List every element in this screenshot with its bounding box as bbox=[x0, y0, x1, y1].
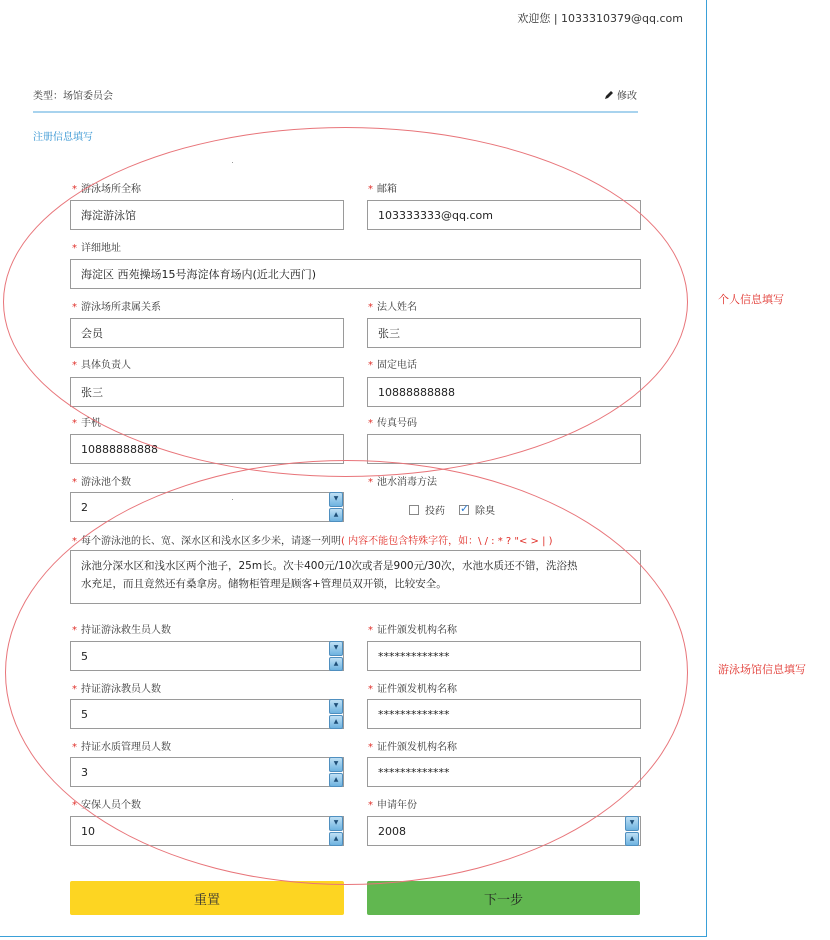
pool-desc-label: * 每个游泳池的长、宽、深水区和浅水区多少米，请逐一列明( 内容不能包含特殊字符，如：\ / : * ? "< > | ) bbox=[72, 536, 553, 547]
stepper-down-icon[interactable]: ▼ bbox=[329, 757, 343, 772]
legal-person-input[interactable]: 张三 bbox=[367, 318, 641, 348]
cert-org-1-label: * 证件颁发机构名称 bbox=[368, 625, 457, 636]
pool-count-stepper[interactable] bbox=[329, 492, 343, 522]
venue-name-input[interactable]: 海淀游泳馆 bbox=[70, 200, 344, 230]
responsible-input[interactable]: 张三 bbox=[70, 377, 344, 407]
pool-count-label: * 游泳池个数 bbox=[72, 477, 131, 488]
instructors-label: * 持证游泳教员人数 bbox=[72, 684, 161, 695]
stepper-up-icon[interactable]: ▲ bbox=[625, 832, 639, 847]
phone-label: * 固定电话 bbox=[368, 360, 417, 371]
apply-year-stepper[interactable] bbox=[625, 816, 639, 846]
header-divider bbox=[33, 111, 638, 113]
cert-org-1-input[interactable]: ************* bbox=[367, 641, 641, 671]
stepper-down-icon[interactable]: ▼ bbox=[329, 816, 343, 831]
venue-type-label: 类型：场馆委员会 bbox=[33, 91, 113, 102]
water-managers-stepper[interactable] bbox=[329, 757, 343, 787]
affiliation-label: * 游泳场所隶属关系 bbox=[72, 302, 161, 313]
edit-label: 修改 bbox=[617, 91, 637, 102]
venue-info-annotation: 游泳场馆信息填写 bbox=[718, 663, 806, 676]
email-label: * 邮箱 bbox=[368, 184, 397, 195]
security-count-label: * 安保人员个数 bbox=[72, 800, 141, 811]
cert-org-3-label: * 证件颁发机构名称 bbox=[368, 742, 457, 753]
address-input[interactable]: 海淀区 西苑操场15号海淀体育场内(近北大西门) bbox=[70, 259, 641, 289]
disinfection-label: * 池水消毒方法 bbox=[368, 477, 437, 488]
stepper-down-icon[interactable]: ▼ bbox=[329, 492, 343, 507]
dosing-option-label: 投药 bbox=[425, 506, 445, 517]
pool-desc-line-1: 泳池分深水区和浅水区两个池子，25m长。次卡400元/10次或者是900元/30次，水池水质还不错，洗浴热 bbox=[81, 560, 578, 572]
special-char-warning: ( 内容不能包含特殊字符，如：\ / : * ? "< > | ) bbox=[341, 536, 553, 547]
pencil-icon bbox=[604, 90, 614, 100]
security-count-input[interactable]: 10 bbox=[70, 816, 344, 846]
stepper-down-icon[interactable]: ▼ bbox=[625, 816, 639, 831]
stepper-up-icon[interactable]: ▲ bbox=[329, 508, 343, 523]
water-managers-input[interactable]: 3 bbox=[70, 757, 344, 787]
security-count-stepper[interactable] bbox=[329, 816, 343, 846]
responsible-label: * 具体负责人 bbox=[72, 360, 131, 371]
apply-year-label: * 申请年份 bbox=[368, 800, 417, 811]
cert-org-3-input[interactable]: ************* bbox=[367, 757, 641, 787]
stepper-down-icon[interactable]: ▼ bbox=[329, 699, 343, 714]
fax-input[interactable] bbox=[367, 434, 641, 464]
disinfection-option-deodorize[interactable] bbox=[459, 502, 495, 517]
dosing-checkbox[interactable] bbox=[409, 505, 419, 515]
stepper-up-icon[interactable]: ▲ bbox=[329, 657, 343, 672]
water-managers-label: * 持证水质管理员人数 bbox=[72, 742, 171, 753]
edit-button[interactable] bbox=[604, 87, 637, 102]
cert-org-2-input[interactable]: ************* bbox=[367, 699, 641, 729]
disinfection-option-dosing[interactable] bbox=[409, 502, 445, 517]
stepper-up-icon[interactable]: ▲ bbox=[329, 715, 343, 730]
lifeguards-input[interactable]: 5 bbox=[70, 641, 344, 671]
affiliation-input[interactable]: 会员 bbox=[70, 318, 344, 348]
deodorize-option-label: 除臭 bbox=[475, 506, 495, 517]
mobile-input[interactable]: 10888888888 bbox=[70, 434, 344, 464]
mobile-label: * 手机 bbox=[72, 418, 101, 429]
apply-year-input[interactable]: 2008 bbox=[367, 816, 641, 846]
fax-label: * 传真号码 bbox=[368, 418, 417, 429]
stray-dot bbox=[232, 499, 233, 500]
instructors-stepper[interactable] bbox=[329, 699, 343, 729]
legal-person-label: * 法人姓名 bbox=[368, 302, 417, 313]
venue-name-label: * 游泳场所全称 bbox=[72, 184, 141, 195]
stray-dot bbox=[232, 162, 233, 163]
section-title-link[interactable]: 注册信息填写 bbox=[33, 132, 93, 143]
personal-info-annotation: 个人信息填写 bbox=[718, 293, 784, 306]
pool-desc-textarea[interactable] bbox=[70, 550, 641, 604]
reset-button[interactable]: 重置 bbox=[70, 881, 344, 915]
lifeguards-stepper[interactable] bbox=[329, 641, 343, 671]
phone-input[interactable]: 10888888888 bbox=[367, 377, 641, 407]
deodorize-checkbox[interactable] bbox=[459, 505, 469, 515]
cert-org-2-label: * 证件颁发机构名称 bbox=[368, 684, 457, 695]
stepper-up-icon[interactable]: ▲ bbox=[329, 832, 343, 847]
stepper-down-icon[interactable]: ▼ bbox=[329, 641, 343, 656]
pool-count-input[interactable]: 2 bbox=[70, 492, 344, 522]
next-step-button[interactable]: 下一步 bbox=[367, 881, 640, 915]
welcome-text: 欢迎您 | 1033310379@qq.com bbox=[517, 12, 683, 25]
address-label: * 详细地址 bbox=[72, 243, 121, 254]
email-input[interactable]: 103333333@qq.com bbox=[367, 200, 641, 230]
stepper-up-icon[interactable]: ▲ bbox=[329, 773, 343, 788]
instructors-input[interactable]: 5 bbox=[70, 699, 344, 729]
pool-desc-line-2: 水充足，而且竟然还有桑拿房。储物柜管理是顾客+管理员双开锁，比较安全。 bbox=[81, 578, 447, 590]
lifeguards-label: * 持证游泳救生员人数 bbox=[72, 625, 171, 636]
